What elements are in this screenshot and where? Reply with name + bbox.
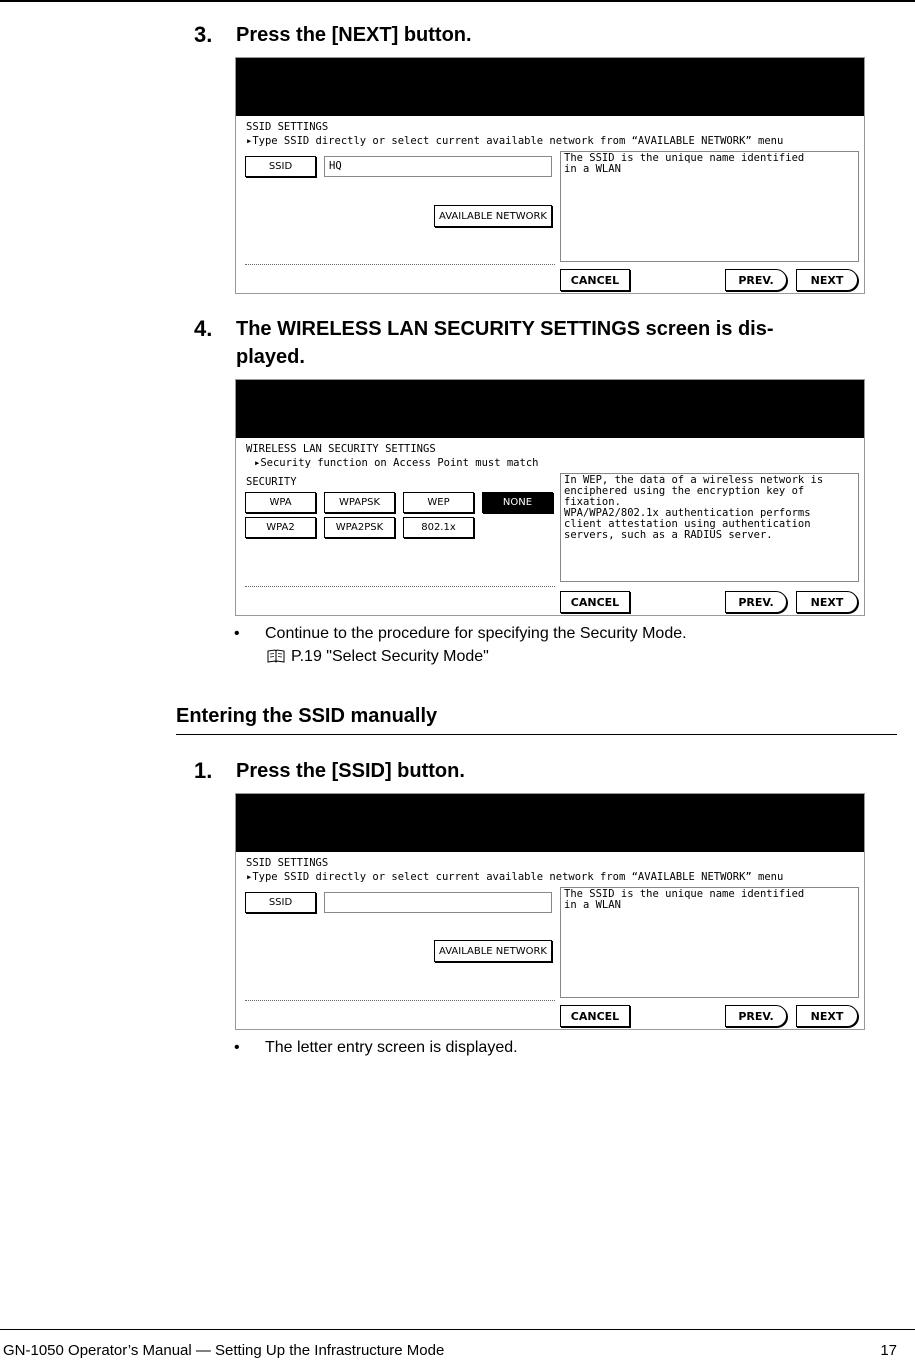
next-button[interactable]: NEXT xyxy=(796,591,858,613)
next-button[interactable]: NEXT xyxy=(796,269,858,291)
help-line: WPA/WPA2/802.1x authentication performs xyxy=(564,507,811,519)
security-option-wpapsk[interactable]: WPAPSK xyxy=(324,492,395,513)
step-number: 4. xyxy=(194,316,213,341)
help-line: fixation. xyxy=(564,496,621,508)
footer-title: GN-1050 Operator’s Manual — Setting Up the Infrastructure Mode xyxy=(3,1342,445,1359)
step-instruction-line: played. xyxy=(236,346,305,368)
ssid-button[interactable]: SSID xyxy=(245,892,316,913)
ssid-button[interactable]: SSID xyxy=(245,156,316,177)
wireless-lan-security-screen xyxy=(235,379,865,616)
help-text-box xyxy=(560,887,859,998)
divider xyxy=(245,264,555,265)
security-option-wpa[interactable]: WPA xyxy=(245,492,316,513)
note-text: The letter entry screen is displayed. xyxy=(265,1039,518,1056)
help-line: in a WLAN xyxy=(564,163,621,175)
help-line: client attestation using authentication xyxy=(564,518,811,530)
help-text-box xyxy=(560,473,859,582)
screen-title: SSID SETTINGS xyxy=(246,121,329,133)
step-instruction: Press the [NEXT] button. xyxy=(236,24,472,46)
available-network-button[interactable]: AVAILABLE NETWORK xyxy=(434,205,552,227)
help-line: in a WLAN xyxy=(564,899,621,911)
security-option-wep[interactable]: WEP xyxy=(403,492,474,513)
screen-instruction: ▸Security function on Access Point must match xyxy=(254,457,539,469)
divider xyxy=(245,1000,555,1001)
bullet: • xyxy=(234,625,240,642)
step-instruction xyxy=(236,315,774,371)
cancel-button[interactable]: CANCEL xyxy=(560,1005,630,1027)
prev-button[interactable]: PREV. xyxy=(725,269,787,291)
security-option-8021x[interactable]: 802.1x xyxy=(403,517,474,538)
prev-button[interactable]: PREV. xyxy=(725,591,787,613)
screen-instruction: ▸Type SSID directly or select current available network from “AVAILABLE NETWORK” menu xyxy=(246,135,784,147)
step-number: 1. xyxy=(194,758,213,783)
ssid-settings-screen xyxy=(235,793,865,1030)
help-line: The SSID is the unique name identified xyxy=(564,152,805,164)
cancel-button[interactable]: CANCEL xyxy=(560,269,630,291)
security-option-wpa2psk[interactable]: WPA2PSK xyxy=(324,517,395,538)
section-rule xyxy=(176,734,897,735)
screen-header-bar xyxy=(236,58,864,116)
security-option-none[interactable]: NONE xyxy=(482,492,553,513)
next-button[interactable]: NEXT xyxy=(796,1005,858,1027)
cross-reference-link[interactable]: P.19 "Select Security Mode" xyxy=(291,648,489,665)
step-number: 3. xyxy=(194,22,213,47)
screen-title: SSID SETTINGS xyxy=(246,857,329,869)
book-icon xyxy=(266,648,286,664)
step-instruction-line: The WIRELESS LAN SECURITY SETTINGS screen is dis- xyxy=(236,318,774,340)
section-heading: Entering the SSID manually xyxy=(176,705,438,727)
divider xyxy=(245,586,555,587)
note-text: Continue to the procedure for specifying the Security Mode. xyxy=(265,625,687,642)
screen-header-bar xyxy=(236,380,864,438)
screen-instruction: ▸Type SSID directly or select current available network from “AVAILABLE NETWORK” menu xyxy=(246,871,784,883)
ssid-input[interactable] xyxy=(324,892,552,913)
security-label: SECURITY xyxy=(246,476,297,488)
ssid-settings-screen xyxy=(235,57,865,294)
help-line: enciphered using the encryption key of xyxy=(564,485,805,497)
help-line: In WEP, the data of a wireless network is xyxy=(564,474,824,486)
available-network-button[interactable]: AVAILABLE NETWORK xyxy=(434,940,552,962)
ssid-input[interactable]: HQ xyxy=(324,156,552,177)
page-number: 17 xyxy=(880,1342,897,1359)
help-text-box xyxy=(560,151,859,262)
help-line: servers, such as a RADIUS server. xyxy=(564,529,773,541)
prev-button[interactable]: PREV. xyxy=(725,1005,787,1027)
security-option-wpa2[interactable]: WPA2 xyxy=(245,517,316,538)
screen-title: WIRELESS LAN SECURITY SETTINGS xyxy=(246,443,436,455)
screen-header-bar xyxy=(236,794,864,852)
cancel-button[interactable]: CANCEL xyxy=(560,591,630,613)
top-rule xyxy=(0,0,915,2)
bullet: • xyxy=(234,1039,240,1056)
footer-rule xyxy=(0,1329,915,1330)
help-line: The SSID is the unique name identified xyxy=(564,888,805,900)
step-instruction: Press the [SSID] button. xyxy=(236,760,465,782)
